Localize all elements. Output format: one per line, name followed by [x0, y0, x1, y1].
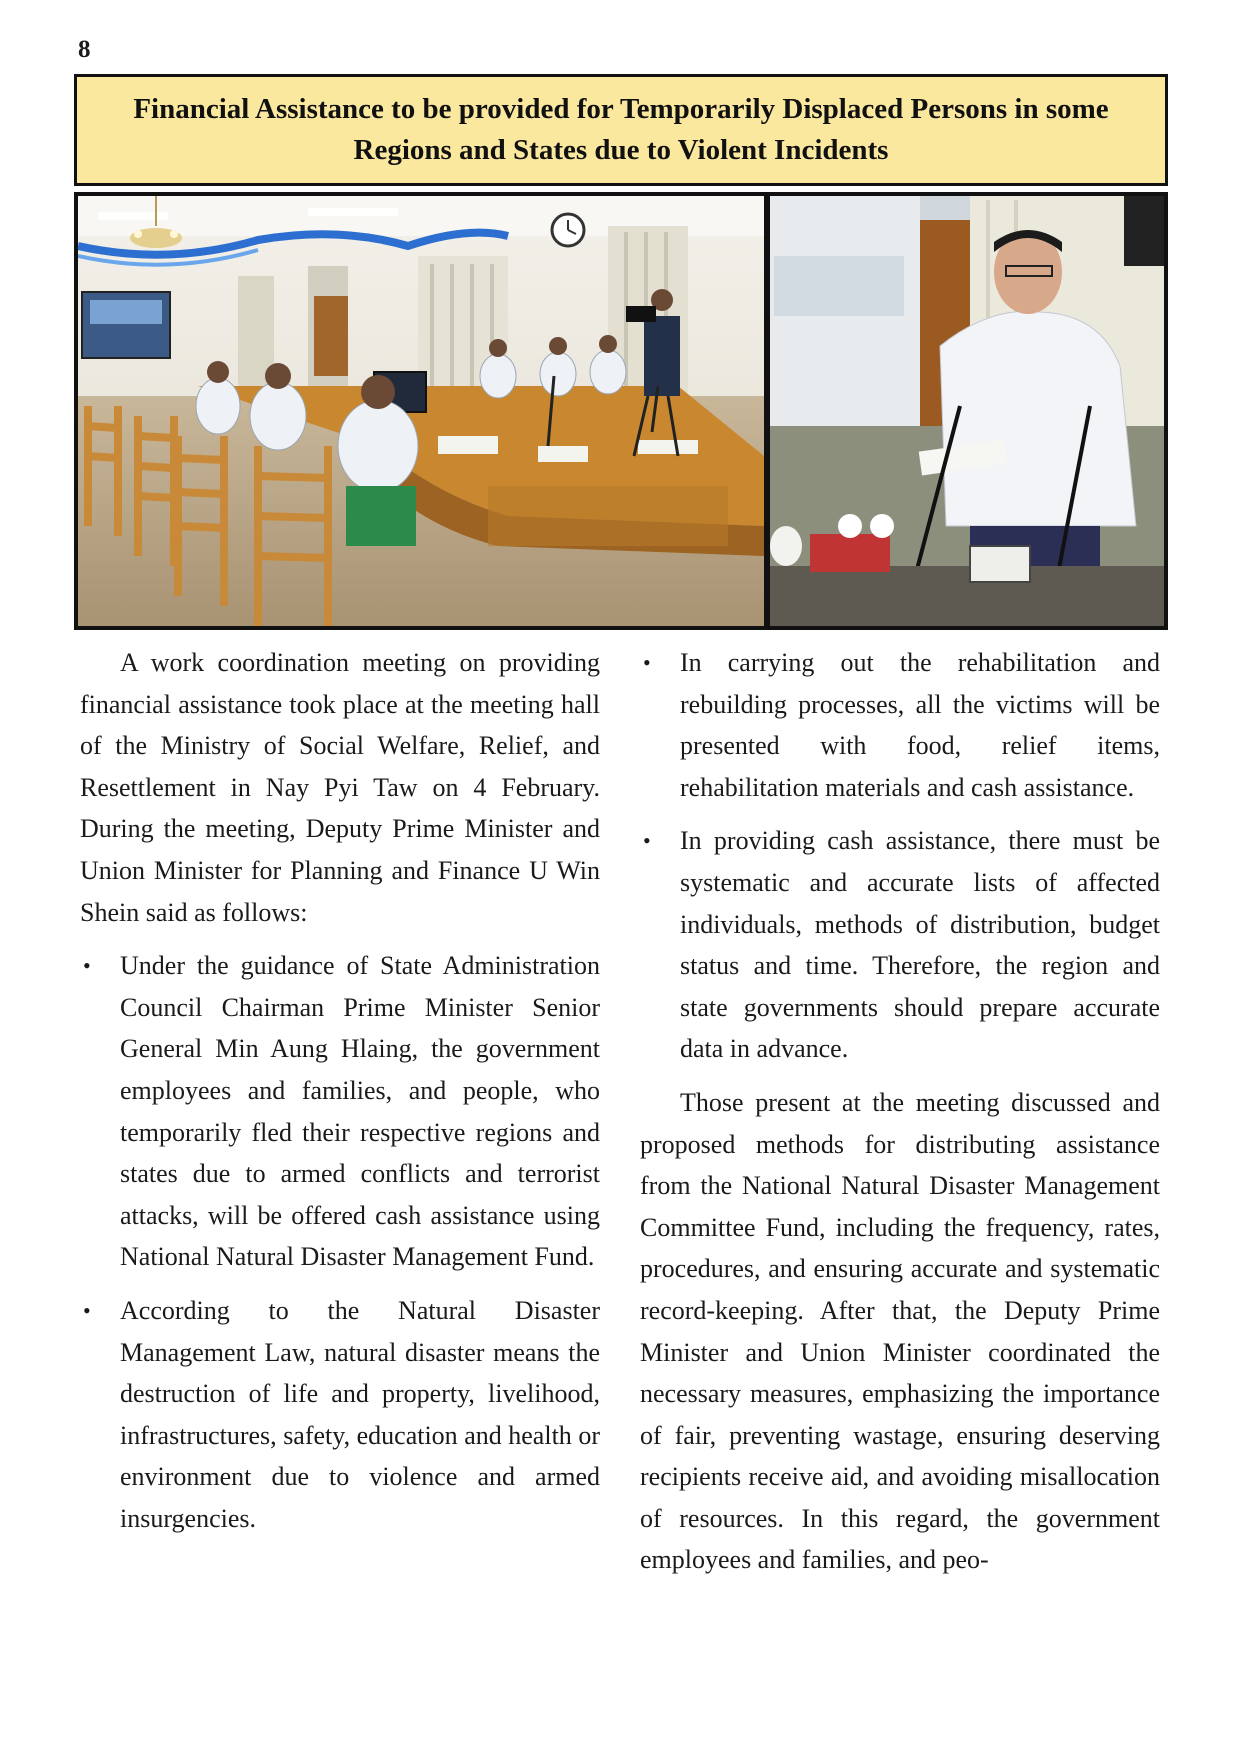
bullet-icon: •: [643, 650, 651, 675]
bullet-text: According to the Natural Disaster Management Law, natural disaster means the destruction of life and property, livelihood, infrastructures, safety, education and health or environment due to violence and armed insurgencies.: [120, 1295, 600, 1533]
article-column-right: [640, 642, 1160, 1593]
bullet-text: In carrying out the rehabilitation and rebuilding processes, all the victims will be presented with food, relief items, rehabilitation materials and cash assistance.: [680, 648, 1160, 802]
bullet-list-left: [80, 945, 600, 1539]
page-number: 8: [78, 36, 91, 63]
article-column-left: [80, 642, 600, 1551]
bullet-icon: •: [83, 1297, 91, 1323]
clock-icon: [552, 214, 584, 246]
list-item: [80, 1290, 600, 1540]
list-item: [640, 820, 1160, 1070]
speaker-photo: [770, 196, 1164, 626]
article-intro: A work coordination meeting on providing financial assistance took place at the meeting hall of the Ministry of Social Welfare, Relief, and Resettlement in Nay Pyi Taw on 4 February. During the meeting, Deputy Prime Minister and Union Minister for Planning and Finance U Win Shein said as follows:: [80, 648, 600, 927]
list-item: [80, 945, 600, 1278]
headline: Financial Assistance to be provided for Temporarily Displaced Persons in some Regions and States due to Violent Incidents: [133, 93, 1109, 166]
list-item: [640, 642, 1160, 808]
bullet-icon: •: [643, 828, 651, 854]
bullet-text: Under the guidance of State Administration Council Chairman Prime Minister Senior General Min Aung Hlaing, the government employees and families, and people, who temporarily fled their respective regions and states due to armed conflicts and terrorist attacks, will be offered cash assistance using National Natural Disaster Management Fund.: [120, 951, 600, 1272]
photo-frame: [74, 192, 1168, 630]
headline-box: [74, 74, 1168, 186]
speaker-illustration: [770, 196, 1164, 626]
meeting-room-photo: [78, 196, 764, 626]
article-closing: Those present at the meeting discussed and proposed methods for distributing assistance from the National Natural Disaster Management Committee Fund, including the frequency, rates, procedures, and ensuring accurate and systematic record-keeping. After that, the Deputy Prime Minister and Union Minister coordinated the necessary measures, emphasizing the importance of fair, preventing wastage, ensuring deserving recipients receive aid, and avoiding misallocation of resources. In this regard, the government employees and families, and peo-: [640, 1087, 1160, 1575]
bullet-list-right: [640, 642, 1160, 1070]
bullet-text: In providing cash assistance, there must be systematic and accurate lists of affected individuals, methods of distribution, budget status and time. Therefore, the region and state governments should prepare accurate data in advance.: [680, 826, 1160, 1064]
meeting-room-illustration: [78, 196, 764, 626]
bullet-icon: •: [83, 953, 91, 979]
